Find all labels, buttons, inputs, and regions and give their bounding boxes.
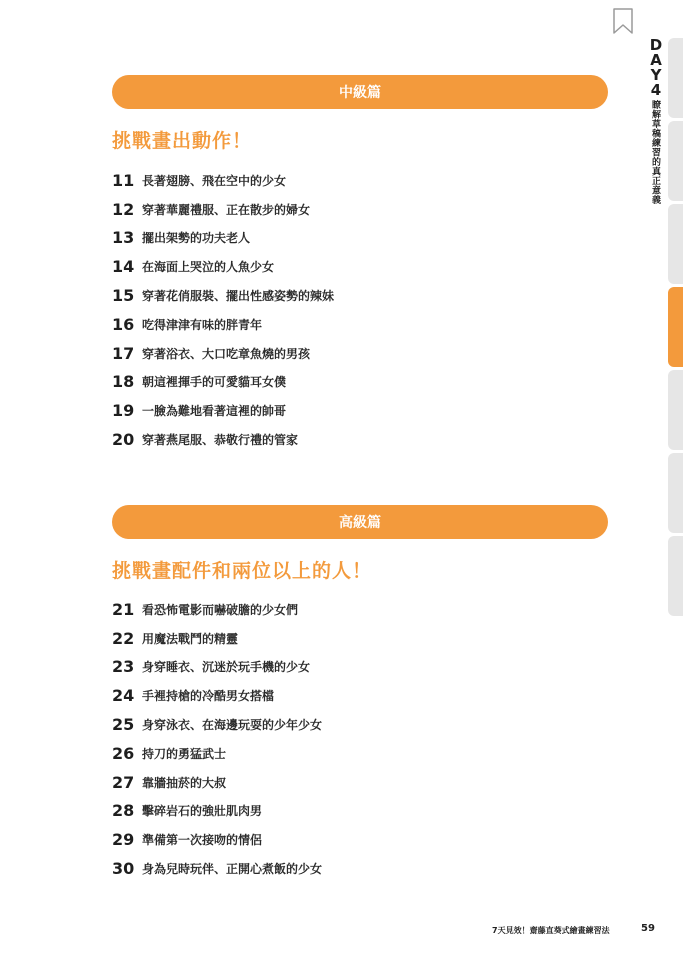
item-number: 29: [112, 830, 135, 850]
item-number: 21: [112, 599, 135, 619]
list-item: [112, 281, 334, 310]
item-text: 穿著燕尾服、恭敬行禮的管家: [142, 433, 299, 448]
list-item: [112, 653, 322, 682]
item-number: 13: [112, 228, 135, 248]
item-text: 穿著華麗禮服、正在散步的婦女: [142, 202, 311, 217]
item-number: 22: [112, 628, 135, 648]
item-number: 15: [112, 286, 135, 306]
item-number: 30: [112, 859, 135, 879]
level-label: 中級篇: [339, 85, 381, 101]
item-text: 持刀的勇猛武士: [142, 746, 227, 761]
list-item: [112, 825, 322, 854]
chapter-tab[interactable]: [668, 370, 683, 450]
list-item: [112, 739, 322, 768]
item-text: 擺出架勢的功夫老人: [142, 231, 251, 246]
item-text: 準備第一次接吻的情侶: [142, 833, 263, 848]
item-text: 在海面上哭泣的人魚少女: [142, 260, 275, 275]
item-number: 24: [112, 686, 135, 706]
chapter-tab-active[interactable]: [668, 287, 683, 367]
day-letter: D: [649, 36, 663, 54]
level-banner-intermediate: [112, 75, 608, 109]
list-item: [112, 166, 334, 195]
item-text: 手裡持槍的冷酷男女搭檔: [142, 689, 275, 704]
day-letter: Y: [650, 66, 662, 84]
item-number: 26: [112, 743, 135, 763]
item-text: 吃得津津有味的胖青年: [142, 317, 263, 332]
item-number: 19: [112, 401, 135, 421]
item-text: 身為兒時玩伴、正開心煮飯的少女: [142, 862, 323, 877]
day-label: [648, 38, 664, 98]
list-item: [112, 797, 322, 826]
list-item: [112, 425, 334, 454]
item-number: 11: [112, 170, 135, 190]
item-number: 23: [112, 657, 135, 677]
list-item: [112, 624, 322, 653]
item-number: 28: [112, 801, 135, 821]
exercise-list: [112, 166, 334, 454]
item-number: 25: [112, 715, 135, 735]
item-number: 18: [112, 372, 135, 392]
list-item: [112, 368, 334, 397]
item-text: 穿著花俏服裝、擺出性感姿勢的辣妹: [142, 289, 335, 304]
item-text: 穿著浴衣、大口吃章魚燒的男孩: [142, 346, 311, 361]
item-number: 27: [112, 772, 135, 792]
item-text: 朝這裡揮手的可愛貓耳女僕: [142, 375, 287, 390]
day-letter: 4: [650, 81, 662, 99]
chapter-tab[interactable]: [668, 204, 683, 284]
list-item: [112, 396, 334, 425]
item-text: 擊碎岩石的強壯肌肉男: [142, 804, 263, 819]
item-text: 一臉為難地看著這裡的帥哥: [142, 404, 287, 419]
list-item: [112, 681, 322, 710]
item-text: 身穿泳衣、在海邊玩耍的少年少女: [142, 718, 323, 733]
list-item: [112, 854, 322, 883]
page-number: 59: [641, 923, 655, 934]
item-number: 16: [112, 314, 135, 334]
item-number: 14: [112, 257, 135, 277]
item-text: 看恐怖電影而嚇破膽的少女們: [142, 602, 299, 617]
list-item: [112, 252, 334, 281]
list-item: [112, 595, 322, 624]
chapter-tab[interactable]: [668, 536, 683, 616]
chapter-tabs: [668, 38, 683, 619]
level-label: 高級篇: [339, 515, 381, 531]
item-text: 長著翅膀、飛在空中的少女: [142, 173, 287, 188]
item-number: 20: [112, 430, 135, 450]
list-item: [112, 310, 334, 339]
chapter-tab[interactable]: [668, 38, 683, 118]
item-number: 17: [112, 343, 135, 363]
section-heading: 挑戰畫出動作！: [112, 130, 253, 152]
item-text: 靠牆抽菸的大叔: [142, 775, 227, 790]
exercise-list: [112, 595, 322, 883]
list-item: [112, 224, 334, 253]
day-subtitle: 瞭解草稿練習的真正意義: [650, 100, 660, 205]
item-text: 用魔法戰鬥的精靈: [142, 631, 239, 646]
chapter-tab[interactable]: [668, 121, 683, 201]
item-text: 身穿睡衣、沉迷於玩手機的少女: [142, 660, 311, 675]
level-banner-advanced: [112, 505, 608, 539]
section-heading: 挑戰畫配件和兩位以上的人！: [112, 560, 373, 582]
chapter-tab[interactable]: [668, 453, 683, 533]
bookmark-icon[interactable]: [613, 8, 633, 34]
list-item: [112, 339, 334, 368]
book-title: 7天見效！齋藤直葵式繪畫練習法: [492, 926, 610, 935]
list-item: [112, 710, 322, 739]
list-item: [112, 768, 322, 797]
day-letter: A: [650, 51, 662, 69]
list-item: [112, 195, 334, 224]
item-number: 12: [112, 199, 135, 219]
